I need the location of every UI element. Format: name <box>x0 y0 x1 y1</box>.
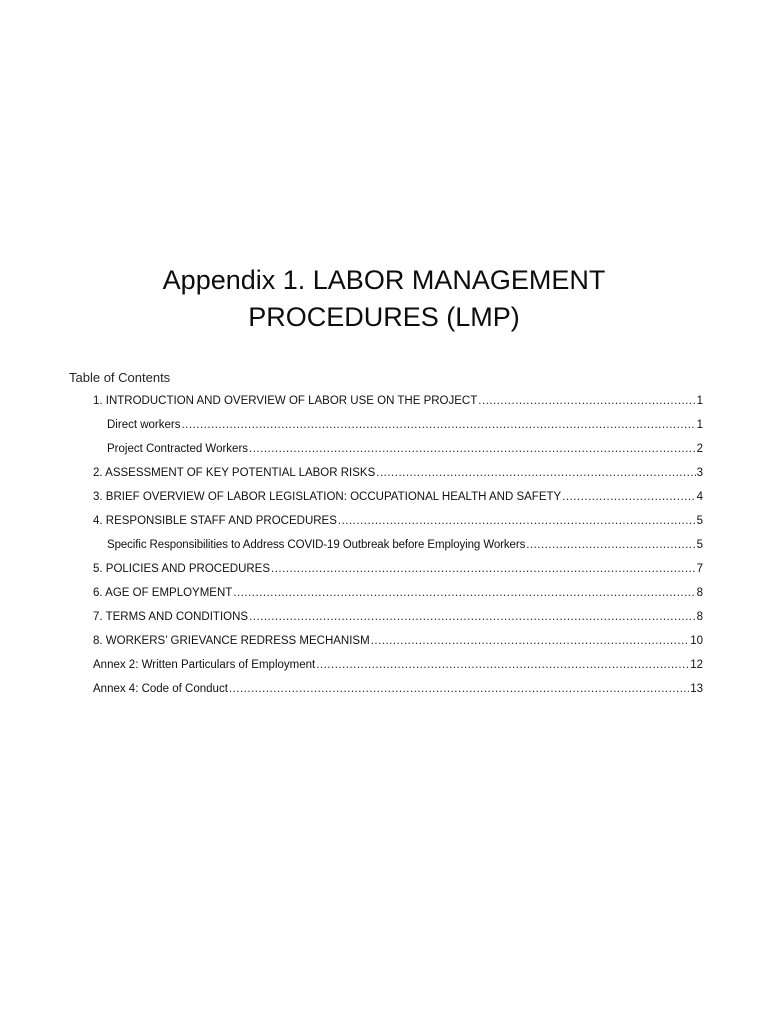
toc-entry[interactable] <box>93 561 703 577</box>
toc-entry-page: 13 <box>690 683 703 695</box>
toc-leader-dots <box>376 465 695 481</box>
toc-entry-page: 2 <box>696 443 703 455</box>
toc-leader-dots <box>229 681 689 697</box>
toc-entry-page: 3 <box>696 467 703 479</box>
toc-entry-title: Annex 2: Written Particulars of Employment <box>93 659 316 671</box>
toc-leader-dots <box>316 657 689 673</box>
toc-entry-title: 6. AGE OF EMPLOYMENT <box>93 587 233 599</box>
toc-leader-dots <box>478 393 695 409</box>
toc-leader-dots <box>249 609 696 625</box>
toc-leader-dots <box>249 441 696 457</box>
toc-entry-page: 5 <box>696 515 703 527</box>
toc-entry-title: Annex 4: Code of Conduct <box>93 683 228 695</box>
toc-entry-title: 5. POLICIES AND PROCEDURES <box>93 563 271 575</box>
toc-entry-title: 7. TERMS AND CONDITIONS <box>93 611 249 623</box>
title-line-2: PROCEDURES (LMP) <box>248 302 520 332</box>
toc-leader-dots <box>233 585 695 601</box>
toc-leader-dots <box>338 513 696 529</box>
toc-entry[interactable] <box>93 465 703 481</box>
toc-entry-page: 8 <box>696 587 703 599</box>
toc-entry[interactable] <box>107 441 703 457</box>
title-line-1: Appendix 1. LABOR MANAGEMENT <box>162 265 606 295</box>
toc-entry[interactable] <box>93 585 703 601</box>
toc-entry-title: Specific Responsibilities to Address COVID-19 Outbreak before Employing Workers <box>107 539 526 551</box>
toc-leader-dots <box>526 537 695 553</box>
toc-entry[interactable] <box>93 681 703 697</box>
toc-entry-page: 1 <box>696 419 703 431</box>
toc-entry-page: 7 <box>696 563 703 575</box>
toc-heading: Table of Contents <box>69 370 171 385</box>
toc-entry[interactable] <box>93 657 703 673</box>
toc-entry-title: 8. WORKERS’ GRIEVANCE REDRESS MECHANISM <box>93 635 370 647</box>
toc-entry-page: 10 <box>690 635 703 647</box>
toc-entry-page: 5 <box>696 539 703 551</box>
toc-entry-page: 12 <box>690 659 703 671</box>
toc-entry-title: 4. RESPONSIBLE STAFF AND PROCEDURES <box>93 515 337 527</box>
toc-entry-title: Project Contracted Workers <box>107 443 249 455</box>
toc-entry[interactable] <box>93 609 703 625</box>
toc-entry-page: 4 <box>696 491 703 503</box>
toc-entry[interactable] <box>93 393 703 409</box>
toc-entry[interactable] <box>107 537 703 553</box>
toc-entry-title: 3. BRIEF OVERVIEW OF LABOR LEGISLATION: OCCUPATIONAL HEALTH AND SAFETY <box>93 491 562 503</box>
toc-entry[interactable] <box>107 417 703 433</box>
toc-entry[interactable] <box>93 633 703 649</box>
toc-entry-title: 2. ASSESSMENT OF KEY POTENTIAL LABOR RISKS <box>93 467 376 479</box>
toc-leader-dots <box>271 561 696 577</box>
toc-entry-title: Direct workers <box>107 419 181 431</box>
toc-leader-dots <box>371 633 690 649</box>
toc-entry[interactable] <box>93 513 703 529</box>
toc-entry-page: 1 <box>696 395 703 407</box>
toc-entry[interactable] <box>93 489 703 505</box>
toc-entry-page: 8 <box>696 611 703 623</box>
toc-entry-title: 1. INTRODUCTION AND OVERVIEW OF LABOR USE ON THE PROJECT <box>93 395 478 407</box>
page-title <box>0 262 768 336</box>
toc-leader-dots <box>181 417 695 433</box>
toc-leader-dots <box>562 489 695 505</box>
